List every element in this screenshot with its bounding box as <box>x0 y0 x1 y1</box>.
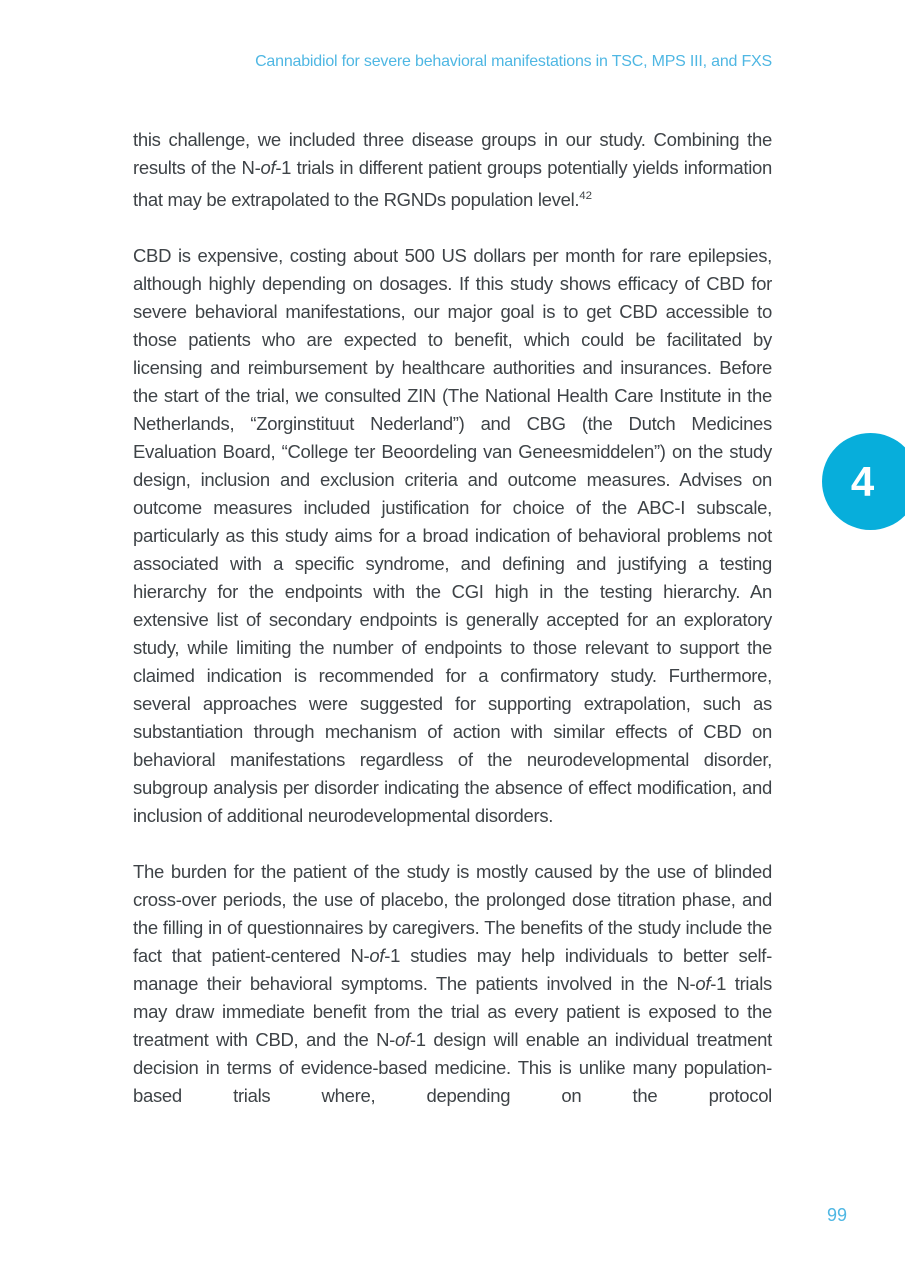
paragraph-3 <box>133 858 772 1110</box>
text-run-italic: of <box>260 157 276 178</box>
paragraph-2 <box>133 242 772 830</box>
text-run-italic: of <box>369 945 385 967</box>
running-header: Cannabidiol for severe behavioral manifestations in TSC, MPS III, and FXS <box>255 53 772 70</box>
chapter-number: 4 <box>850 457 875 505</box>
text-run: -1 studies may help individuals to better self-manage their behavioral symptoms. The patients involved in the N- <box>133 945 772 995</box>
text-run: The burden for the patient of the study is mostly caused by the use of blinded cross-over periods, the use of placebo, the prolonged dose titration phase, and the filling in of questionnaires by caregivers. The benefits of the study include the fact that patient-centered N- <box>133 861 772 967</box>
paragraph-1 <box>133 126 772 214</box>
text-run-italic: of <box>395 1029 410 1051</box>
body-text <box>133 126 772 1110</box>
citation-superscript: 42 <box>579 190 593 202</box>
chapter-tab <box>822 433 905 530</box>
text-run: -1 trials may draw immediate benefit from the trial as every patient is exposed to the treatment with CBD, and the N- <box>133 973 772 1051</box>
text-run: CBD is expensive, costing about 500 US dollars per month for rare epilepsies, although highly depending on dosages. If this study shows efficacy of CBD for severe behavioral manifestations, our major goal is to get CBD accessible to those patients who are expected to benefit, which could be facilitated by licensing and reimbursement by healthcare authorities and insurances. Before the start of the trial, we consulted ZIN (The National Health Care Institute in the Netherlands, “Zorginstituut Nederland”) and CBG (the Dutch Medicines Evaluation Board, “College ter Beoordeling van Geneesmiddelen”) on the study design, inclusion and exclusion criteria and outcome measures. Advises on outcome measures included justification for choice of the ABC-I subscale, particularly as this study aims for a broad indication of behavioral problems not associated with a specific syndrome, and defining and justifying a testing hierarchy for the endpoints with the CGI high in the testing hierarchy. An extensive list of secondary endpoints is generally accepted for an exploratory study, while limiting the number of endpoints to those relevant to support the claimed indication is recommended for a confirmatory study. Furthermore, several approaches were suggested for supporting extrapolation, such as substantiation through mechanism of action with similar effects of CBD on behavioral manifestations regardless of the neurodevelopmental disorder, subgroup analysis per disorder indicating the absence of effect modification, and inclusion of additional neurodevelopmental disorders. <box>133 245 772 827</box>
text-run: -1 trials in different patient groups potentially yields information that may be extrapolated to the RGNDs population level. <box>133 157 772 211</box>
page-number: 99 <box>826 1205 847 1225</box>
text-run-italic: of <box>695 973 711 995</box>
text-run: -1 design will enable an individual treatment decision in terms of evidence-based medicine. This is unlike many population-based trials where, depending on the protocol <box>133 1029 772 1107</box>
text-run: this challenge, we included three disease groups in our study. Combining the results of the N- <box>133 129 772 178</box>
